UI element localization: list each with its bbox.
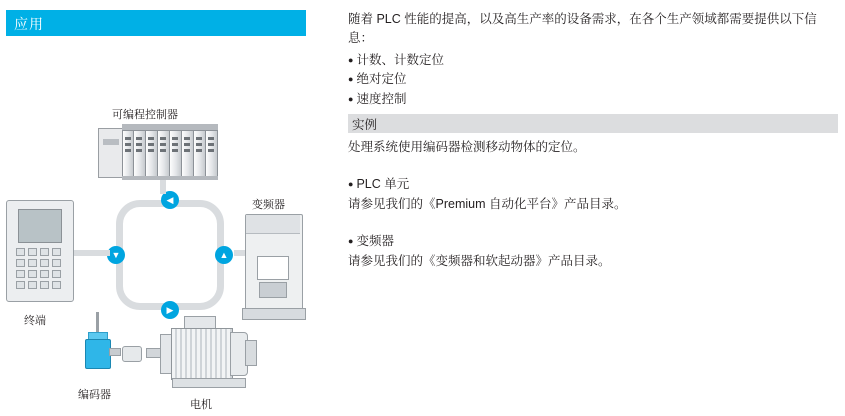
plc-module — [170, 130, 182, 178]
network-node-bottom: ▶ — [161, 301, 179, 319]
network-node-top: ◀ — [161, 191, 179, 209]
shaft-coupling — [122, 346, 142, 362]
block-text-plc: 请参见我们的《Premium 自动化平台》产品目录。 — [348, 196, 627, 211]
example-body — [348, 138, 838, 271]
example-description: 处理系统使用编码器检测移动物体的定位。 — [348, 140, 586, 154]
motor-fan-cover — [245, 340, 257, 366]
spacer — [348, 157, 838, 175]
application-diagram — [0, 40, 330, 416]
left-column — [0, 0, 330, 416]
encoder-shaft — [109, 348, 121, 356]
inverter-label: 变频器 — [252, 199, 285, 211]
intro-paragraph: 随着 PLC 性能的提高，以及高生产率的设备需求，在各个生产领域都需要提供以下信息： — [348, 12, 817, 46]
inverter-illustration — [245, 214, 301, 320]
plc-rack-illustration — [98, 124, 218, 180]
plc-rail-bottom — [122, 176, 218, 180]
motor-feet — [172, 378, 246, 388]
inverter-top-band — [246, 215, 300, 234]
plc-module — [182, 130, 194, 178]
intro-block — [348, 10, 838, 109]
inverter-display — [257, 256, 289, 280]
example-banner — [348, 114, 838, 133]
network-loop — [108, 192, 236, 322]
connector-loop-to-terminal — [72, 250, 110, 256]
plc-module — [134, 130, 146, 178]
encoder-illustration — [80, 330, 116, 382]
plc-module — [146, 130, 158, 178]
plc-module — [158, 130, 170, 178]
network-node-right: ▲ — [215, 246, 233, 264]
block-text-inverter: 请参见我们的《变频器和软起动器》产品目录。 — [348, 253, 611, 268]
section-banner — [6, 10, 306, 36]
terminal-label: 终端 — [24, 315, 46, 327]
network-ring — [116, 200, 224, 310]
inverter-keypad — [259, 282, 287, 298]
list-item: ● 计数、计数定位 — [348, 51, 838, 70]
plc-module-cards — [122, 130, 218, 178]
terminal-display — [18, 209, 62, 243]
terminal-illustration — [6, 200, 72, 310]
requirements-list — [348, 51, 838, 109]
network-node-left: ▼ — [107, 246, 125, 264]
list-item: ● 绝对定位 — [348, 70, 838, 89]
list-item: ● 速度控制 — [348, 90, 838, 109]
plc-module — [194, 130, 206, 178]
motor-label: 电机 — [190, 399, 212, 411]
block-heading-inverter: ● 变频器 — [348, 232, 838, 251]
motor-illustration — [146, 326, 258, 388]
spacer — [348, 214, 838, 232]
plc-label: 可编程控制器 — [112, 109, 178, 121]
motor-frame — [171, 328, 233, 380]
example-banner-title: 实例 — [352, 118, 378, 132]
connector-plc-to-loop — [160, 180, 166, 194]
encoder-label: 编码器 — [78, 389, 111, 401]
encoder-cable — [96, 312, 99, 334]
plc-module — [206, 130, 218, 178]
block-heading-plc: ● PLC 单元 — [348, 175, 838, 194]
terminal-keypad — [16, 248, 62, 292]
plc-module — [122, 130, 134, 178]
right-column — [348, 0, 840, 416]
section-banner-title: 应用 — [14, 16, 44, 32]
encoder-body — [85, 339, 111, 369]
inverter-base — [242, 308, 306, 320]
